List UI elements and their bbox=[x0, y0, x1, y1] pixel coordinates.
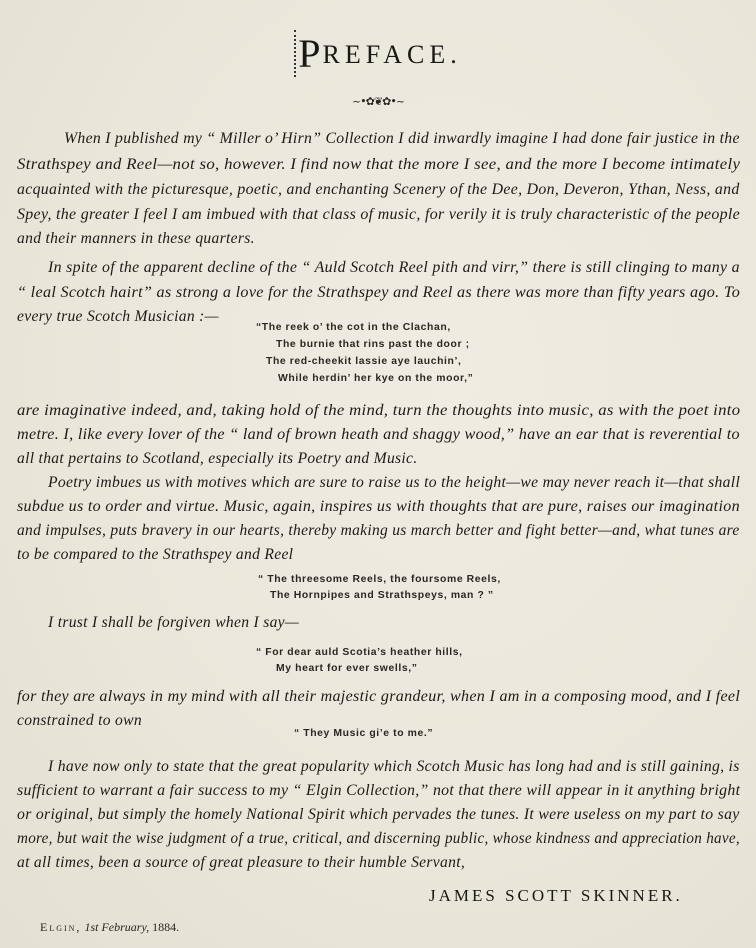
ornament-divider-icon: ~•✿❦✿•~ bbox=[351, 95, 405, 108]
quote-reels-line: “ The threesome Reels, the foursome Reels, bbox=[258, 574, 501, 585]
quote-reels-line: The Hornpipes and Strathspeys, man ? ” bbox=[270, 590, 494, 601]
dateline bbox=[40, 920, 179, 935]
paragraph-6-line: or original, but simply the homely National Spirit which pervades the tunes. It were useless on my part to say bbox=[17, 806, 740, 823]
paragraph-4-line: and impulses, puts bravery in our hearts, thereby making us march better and fight better—and, what tunes are bbox=[17, 522, 740, 539]
paragraph-2-line: “ leal Scotch hairt” as strong a love for the Strathspey and Reel as there was more than fifty years ago. To bbox=[17, 284, 741, 301]
signature: JAMES SCOTT SKINNER. bbox=[429, 886, 683, 905]
paragraph-1-line: Spey, the greater I feel I am imbued with that class of music, for verily it is truly characteristic of the people bbox=[17, 206, 741, 223]
quote-clachan-line: “The reek o’ the cot in the Clachan, bbox=[256, 322, 451, 333]
paragraph-1-line: acquainted with the picturesque, poetic, and enchanting Scenery of the Dee, Don, Deveron, Ythan, Ness, and bbox=[17, 181, 740, 198]
paragraph-3-line: all that pertains to Scotland, especially its Poetry and Music. bbox=[17, 450, 418, 467]
quote-scotia-line: “ For dear auld Scotia’s heather hills, bbox=[256, 647, 463, 658]
title-rest: REFACE. bbox=[322, 40, 462, 69]
trust-line: I trust I shall be forgiven when I say— bbox=[48, 614, 300, 631]
quote-scotia-line: My heart for ever swells,” bbox=[276, 663, 418, 674]
quote-clachan-line: The burnie that rins past the door ; bbox=[276, 339, 470, 350]
paragraph-5-line: for they are always in my mind with all their majestic grandeur, when I am in a composing mood, and I feel bbox=[17, 688, 741, 705]
quote-clachan-line: While herdin’ her kye on the moor,” bbox=[278, 373, 474, 384]
paragraph-6-line: at all times, been a source of great pleasure to their humble Servant, bbox=[17, 854, 466, 871]
dateline-place: Elgin, bbox=[40, 920, 82, 934]
dateline-year: 1884. bbox=[152, 920, 180, 934]
dateline-month: February, bbox=[101, 920, 150, 934]
paragraph-1-line: When I published my “ Miller o’ Hirn” Collection I did inwardly imagine I had done fair justice in the bbox=[64, 130, 740, 147]
paragraph-3-line: are imaginative indeed, and, taking hold of the mind, turn the thoughts into music, as with the poet into bbox=[17, 402, 741, 419]
paragraph-5-line: constrained to own bbox=[17, 712, 142, 729]
quote-clachan-line: The red-cheekit lassie aye lauchin’, bbox=[266, 356, 462, 367]
paragraph-4-line: Poetry imbues us with motives which are sure to raise us to the height—we may never reach it—that shall bbox=[48, 474, 741, 491]
page-title bbox=[0, 30, 756, 77]
paragraph-1-line: and their manners in these quarters. bbox=[17, 230, 255, 247]
dateline-day: 1st bbox=[84, 920, 99, 934]
title-drop-cap: P bbox=[294, 30, 322, 77]
paragraph-2-line: In spite of the apparent decline of the “ Auld Scotch Reel pith and virr,” there is still clinging to many a bbox=[48, 259, 740, 276]
paragraph-6-line: sufficient to warrant a fair success to my “ Elgin Collection,” not that there will appear in it anything bright bbox=[17, 782, 741, 799]
quote-music-line: “ They Music gi’e to me.” bbox=[294, 728, 434, 739]
paragraph-2-line: every true Scotch Musician :— bbox=[17, 308, 219, 325]
paragraph-6-line: I have now only to state that the great popularity which Scotch Music has long had and is still gaining, is bbox=[48, 758, 740, 775]
paragraph-3-line: metre. I, like every lover of the “ land of brown heath and shaggy wood,” have an ear that is reverential to bbox=[17, 426, 740, 443]
paragraph-4-line: subdue us to order and virtue. Music, again, inspires us with thoughts that are pure, raises our imagination bbox=[17, 498, 740, 515]
paragraph-6-line: more, but wait the wise judgment of a true, critical, and discerning public, whose kindness and appreciation have, bbox=[17, 830, 740, 847]
paragraph-4-line: to be compared to the Strathspey and Reel bbox=[17, 546, 294, 563]
paragraph-1-line: Strathspey and Reel—not so, however. I find now that the more I see, and the more I become intimately bbox=[17, 156, 741, 173]
